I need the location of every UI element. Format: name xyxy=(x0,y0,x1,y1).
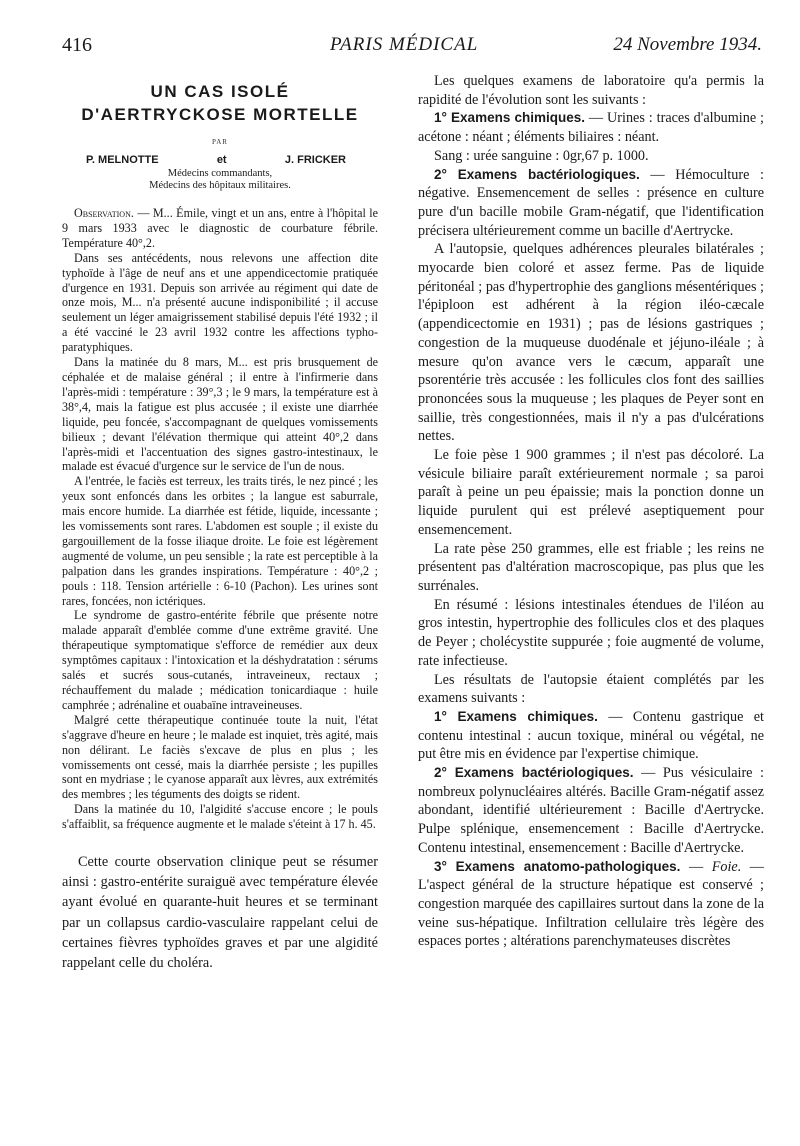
paragraph-text: — Contenu gastrique et contenu intestinal : aucun toxique, minéral ou végétal, ne put être mis en évidence par l'expertise chimique. xyxy=(418,708,765,763)
author-conjunction: et xyxy=(216,154,227,166)
byline-par: PAR xyxy=(212,138,228,146)
paragraph-text: — Urines : traces d'albumine ; acétone : néant ; éléments biliaires : néant. xyxy=(418,110,764,146)
affiliation-line-1: Médecins commandants, xyxy=(167,168,273,179)
paragraph xyxy=(418,109,764,146)
paragraph: A l'autopsie, quelques adhérences pleurales bilatérales ; myocarde bien coloré et assez ferme. Pas de liquide péritonéal ; pas d'hypertrophie des ganglions mésentériques ; l'épiploon est adhérent à la région iléo-cæcale (appendicectomie en 1931) ; pas de lésions gastriques ; congestion de la muqueuse duodénale et jéjuno-iléale ; à mesure qu'on avance vers le cæcum, apparaît une psorentérie très accusée : les follicules clos font des saillies prononcées sous la muqueuse ; les plaques de Peyer sont en saillie, très congestionnées, mais il n'y a pas d'ulcérations nettes. xyxy=(418,241,764,445)
journal-title: PARIS MÉDICAL xyxy=(330,34,479,55)
paragraph xyxy=(418,858,764,952)
right-column xyxy=(418,72,764,951)
paragraph xyxy=(418,166,764,241)
paragraph: Dans ses antécédents, nous relevons une affection dite typhoïde à l'âge de neuf ans et une appendicectomie pratiquée d'urgence en 1931. Depuis son arrivée au régiment qui date de onze mois, M... n'a présenté aucune indisponibilité ; il accuse seulement un léger amaigrissement stabilisé depuis l'été 1932 ; il a été vacciné le 23 avril 1932 contre les affections typho-paratyphiques. xyxy=(62,250,378,355)
paragraph xyxy=(418,708,764,764)
paragraph xyxy=(62,206,378,251)
affiliation-line-2: Médecins des hôpitaux militaires. xyxy=(149,180,291,191)
paragraph: Le syndrome de gastro-entérite fébrile que présente notre malade apparaît d'emblée comme d'une extrême gravité. Une thérapeutique symptomatique s'efforce de remédier aux deux symptômes capitaux : l'intoxication et la déshydratation : sérums salés et sucrés sous-cutanés, intraveineux, rectaux ; réchauffement du malade ; médication tonicardiaque : huile camphrée ; adrénaline et ouabaïne intraveineuses. xyxy=(62,608,378,712)
section-heading: 2° Examens bactériologiques. xyxy=(434,166,640,182)
title-line-1: UN CAS ISOLÉ xyxy=(150,82,290,101)
paragraph: Dans la matinée du 10, l'algidité s'accuse encore ; le pouls s'affaiblit, sa fréquence augmente et le malade s'éteint à 17 h. 45. xyxy=(62,802,378,832)
paragraph: Le foie pèse 1 900 grammes ; il n'est pas décoloré. La vésicule biliaire paraît extérieurement normale ; sa paroi paraît à peine un peu épaissie; mais la ponction donne un liquide purulent qui est prélevé aseptiquement pour ensemencement. xyxy=(418,447,764,538)
paragraph: Dans la matinée du 8 mars, M... est pris brusquement de céphalée et de malaise général ; il entre à l'infirmerie dans l'après-midi : température : 39°,3 ; le 9 mars, la température est à 38°,4, mais la fatigue est plus accusée ; il existe une diarrhée liquide, peu foncée, s'accompagnant de quelques vomissements bilieux ; devant l'élévation thermique qui atteint 40°,2 dans l'après-midi et l'accentuation des signes gastro-intestinaux, le malade est évacué d'urgence sur le service de l'un de nous. xyxy=(62,355,378,474)
paragraph: Les résultats de l'autopsie étaient complétés par les examens suivants : xyxy=(418,671,764,707)
author-2: J. FRICKER xyxy=(284,154,346,166)
paragraph: Cette courte observation clinique peut se résumer ainsi : gastro-entérite suraiguë avec température élevée ayant évolué en quarante-huit heures et se terminant par un collapsus cardio-vasculaire rappelant celui de certaines fièvres typhoïdes graves et par une algidité rappelant celle du choléra. xyxy=(62,854,378,972)
section-heading: 1° Examens chimiques. xyxy=(434,110,585,126)
observation-label: Observation. xyxy=(74,206,134,220)
article-title xyxy=(62,80,378,126)
section-heading: 3° Examens anatomo-pathologiques. xyxy=(434,858,681,874)
paragraph: Sang : urée sanguine : 0gr,67 p. 1000. xyxy=(434,147,649,164)
paragraph: En résumé : lésions intestinales étendues de l'iléon au gros intestin, hypertrophie des follicules clos et des plaques de Peyer ; cholécystite suppurée ; foie augmenté de volume, rate infectieuse. xyxy=(418,596,764,669)
section-heading: 1° Examens chimiques. xyxy=(434,708,598,724)
right-column-text xyxy=(418,72,764,951)
authors xyxy=(86,154,346,166)
section-heading: 2° Examens bactériologiques. xyxy=(434,765,634,781)
author-1: P. MELNOTTE xyxy=(86,154,159,166)
title-line-2: D'AERTRYCKOSE MORTELLE xyxy=(81,105,359,124)
paragraph: A l'entrée, le faciès est terreux, les traits tirés, le nez pincé ; les yeux sont enfoncés dans les orbites ; la langue est saburrale, mais encore humide. La diarrhée est fétide, liquide, incessante ; les vomissements sont rares. L'abdomen est souple ; il existe du gargouillement de la fosse iliaque droite. Le foie est légèrement augmenté de volume, un peu sensible ; la rate est perceptible à la palpation dans les grandes inspirations. Température : 40°,2 ; pouls : 118. Tension artérielle : 6-10 (Pachon). Les urines sont rares, foncées, non ictériques. xyxy=(62,474,378,608)
issue-date: 24 Novembre 1934. xyxy=(613,34,762,55)
paragraph: Les quelques examens de laboratoire qu'a permis la rapidité de l'évolution sont les suivants : xyxy=(418,73,764,108)
italic-subheading: Foie. xyxy=(711,858,742,875)
paragraph: La rate pèse 250 grammes, elle est friable ; les reins ne présentent pas d'altération macroscopique, pas plus que les surrénales. xyxy=(418,540,764,594)
paragraph: Malgré cette thérapeutique continuée toute la nuit, l'état s'aggrave d'heure en heure ; le malade est inquiet, très agité, mais non délirant. Le faciès s'excave de plus en plus ; les vomissements ont cessé, mais la diarrhée persiste ; les pupilles sont en mydriase ; le cyanose apparaît aux lèvres, aux extrémités des membres ; les téguments des doigts se rident. xyxy=(62,712,378,802)
left-column xyxy=(62,72,378,973)
affiliation xyxy=(62,168,378,192)
summary-text xyxy=(62,852,378,973)
page-header xyxy=(62,34,762,68)
paragraph-text: — L'aspect général de la structure hépatique est conservé ; congestion marquée des capillaires surtout dans la zone de la veine sus-hépatique. Infiltration cellulaire très légère des espaces portes ; altérations parenchymateuses discrètes xyxy=(418,858,764,950)
paragraph-text: — Pus vésiculaire : nombreux polynucléaires altérés. Bacille Gram-négatif assez abondant, identifié ultérieurement : Bacille d'Aertrycke. Pulpe splénique, ensemencement : Bacille d'Aertrycke. Contenu intestinal, ensemencement : Bacille d'Aertrycke. xyxy=(418,765,764,856)
observation-text xyxy=(62,206,378,832)
paragraph-text: — Hémoculture : négative. Ensemencement de selles : présence en culture pure d'un bacille mobile Gram-négatif, que l'identification précisera ultérieurement comme un bacille d'Aertrycke. xyxy=(418,166,764,239)
paragraph-text: — xyxy=(680,858,712,875)
page-number: 416 xyxy=(62,34,92,56)
paragraph xyxy=(418,764,764,858)
paragraph-text: — M... Émile, vingt et un ans, entre à l'hôpital le 9 mars 1933 avec le diagnostic de courbature fébrile. Température 40°,2. xyxy=(62,206,378,250)
